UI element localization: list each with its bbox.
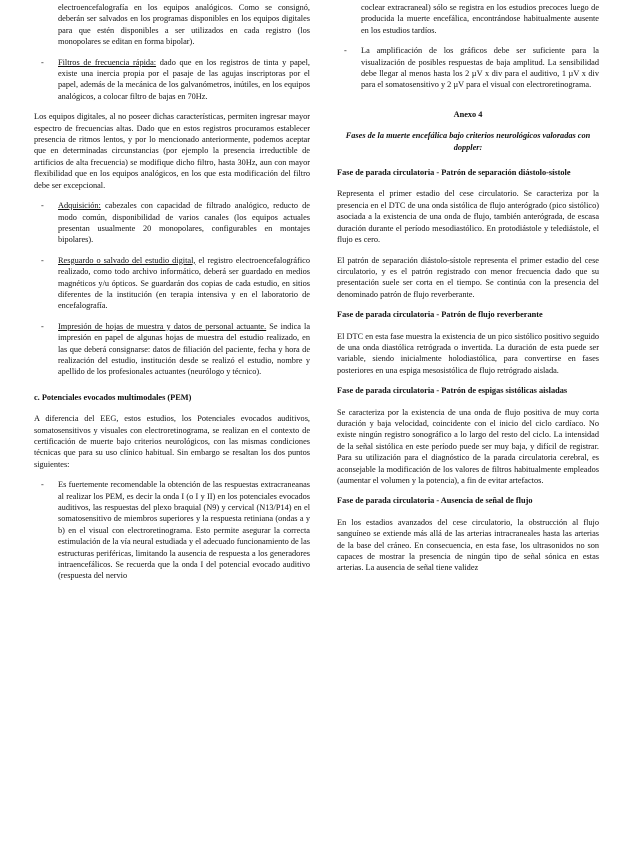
section-c-title: c. Potenciales evocados multimodales (PEM) xyxy=(34,392,192,402)
bullet-dash: - xyxy=(41,255,44,265)
bullet-adquisicion-heading: Adquisición: xyxy=(58,201,101,211)
bullet-fuertemente xyxy=(34,479,310,582)
bullet-impresion-heading: Impresión de hojas de muestra y datos de personal actuante. xyxy=(58,321,267,331)
bullet-resguardo-heading: Resguardo o salvado del estudio digital, xyxy=(58,255,196,265)
phase1-paragraph-2: El patrón de separación diástolo-sístole representa el primer estadio del cese circulatorio, y es el patrón registrado con menor frecuencia dado que su presentación suele ser corta en el tiempo. Se continúa con la presencia del denominado patrón de flujo reverberante. xyxy=(337,255,599,299)
paragraph-pem: A diferencia del EEG, estos estudios, los Potenciales evocados auditivos, somatosensitivos y visuales con electroretinograma, se realizan en el contexto de certificación de muerte bajo criterios neurológicos, con las mismas condiciones técnicas que para su uso clínico habitual. Sin embargo se resaltan los dos puntos siguientes: xyxy=(34,414,310,469)
bullet-dash: - xyxy=(41,480,44,490)
paragraph-digitales: Los equipos digitales, al no poseer dichas características, permiten ingresar mayor espectro de frecuencias altas. Dado que en estos registros procuramos establecer presencia de ritmos lentos, y por lo mencionado anteriormente, podemos aceptar que en determinadas circunstancias (por ejemplo la presencia irreductible de artificios de alta frecuencia) se modifique dicho filtro, hasta 30Hz, aun con mayor flexibilidad que en los equipos analógicos, en los que esta modificación del filtro debe ser excepcional. xyxy=(34,112,310,190)
bullet-filtros xyxy=(34,57,310,103)
bullet-fuertemente-text: Es fuertemente recomendable la obtención de las respuestas extracraneanas al realizar los PEM, es decir la onda I (o I y II) en los potenciales evocados auditivos, las respuestas del plexo braquial (N9) y cervical (N13/P14) en el somatosensitivo de miembros superiores y la respuesta retiniana (ondas a y b) en el visual con electroretinograma. Esto permite asegurar la correcta estimulación de la vía neural estudiada y el adecuado funcionamiento de las estructuras periféricas, limitando la ausencia de respuesta a los generadores intraencefálicos. Se recuerda que la onda I del potencial evocado auditivo (respuesta del nervio xyxy=(58,480,310,581)
annex-subtitle: Fases de la muerte encefálica bajo criterios neurológicos valoradas con doppler: xyxy=(345,131,591,152)
phase3-title: Fase de parada circulatoria - Patrón de espigas sistólicas aisladas xyxy=(337,386,568,396)
annex-title: Anexo 4 xyxy=(453,109,483,119)
phase4-paragraph-1: En los estadios avanzados del cese circulatorio, la obstrucción al flujo sanguíneo se extiende más allá de las arterias intracraneales hasta las arterias de la base del cráneo. En consecuencia, en esta fase, los ultrasonidos no son capaces de mostrar la presencia de ningún tipo de señal sónica en estas arterias. La ausencia de señal tiene validez xyxy=(337,517,599,573)
bullet-impresion-text: Se indica la impresión en papel de algunas hojas de muestra del estudio realizado, en las que deberá consignarse: datos de filiación del paciente, fecha y hora de realización del estudio, institución desde se realizó el estudio, nombre y apellido de los profesionales actuantes (neurólogo y técnico). xyxy=(58,321,311,377)
bullet-coclear-text: coclear extracraneal) sólo se registra en los estudios precoces luego de producida la muerte encefálica, encontrándose habitualmente ausente en los estudios tardíos. xyxy=(361,3,599,35)
phase1-paragraph-1: Representa el primer estadio del cese circulatorio. Se caracteriza por la presencia en el DTC de una onda sistólica de flujo anterógrado (pico sistólico) asociada a la existencia de una onda de flujo, también anterógrada, de escasa duración durante el período mesodiastólico. En protodiástole y telediástole, el flujo es cero. xyxy=(337,189,599,245)
bullet-dash: - xyxy=(344,46,347,56)
bullet-adquisicion-text: cabezales con capacidad de filtrado analógico, reducto de modo común, disponibilidad de varios canales (los equipos actuales presentan usualmente 20 monopolares, configurables en montajes bipolares). xyxy=(58,201,310,245)
bullet-amplificacion xyxy=(337,45,599,91)
bullet-amplificacion-text: La amplificación de los gráficos debe ser suficiente para la visualización de posibles respuestas de baja amplitud. La sensibilidad debe llegar al menos hasta los 2 µV x div para el auditivo, 1 µV x div para el somatosensitivo y 2 µV para el visual con electroretinograma. xyxy=(361,46,599,90)
bullet-dash: - xyxy=(41,57,44,67)
phase2-paragraph-1: El DTC en esta fase muestra la existencia de un pico sistólico positivo seguido de una onda diastólica retrógrada o invertida. La duración de esta puede ser variable, siendo inicialmente holodiastólica, para convertirse en fases posteriores en una espiga mesosistólica de flujo retrógrado aislada. xyxy=(337,331,599,375)
bullet-filtros-text: dado que en los registros de tinta y papel, existe una inercia propia por el pasaje de las agujas inscriptoras por el papel, además de la mecánica de los galvanómetros, inútiles, en los equipos analógicos, a colocar filtro de bajas en 70Hz. xyxy=(58,57,310,101)
phase4-title: Fase de parada circulatoria - Ausencia de señal de flujo xyxy=(337,496,533,506)
bullet-resguardo xyxy=(34,255,310,312)
bullet-resguardo-text: el registro electroencefalográfico realizado, como todo archivo informático, deberá ser guardado en medios magnéticos y/u ópticos. Se guardarán dos copias de cada estudio, en sitios diferentes de la institución (en terapia intensiva y en el laboratorio de encefalografía. xyxy=(58,255,310,311)
left-column xyxy=(34,2,310,591)
bullet-dash: - xyxy=(41,321,44,331)
bullet-continuation-coclear xyxy=(337,2,599,36)
bullet-adquisicion xyxy=(34,200,310,246)
bullet-continuation-text: electroencefalografía en los equipos analógicos. Como se consignó, deberán ser salvados en los programas disponibles en los equipos digitales para que estén disponibles a ser utilizados en cada registro (los monopolares se editan en forma bipolar). xyxy=(58,3,310,47)
bullet-continuation xyxy=(34,2,310,48)
bullet-dash: - xyxy=(41,201,44,211)
bullet-filtros-heading: Filtros de frecuencia rápida: xyxy=(58,57,157,67)
phase1-title: Fase de parada circulatoria - Patrón de separación diástolo-sístole xyxy=(337,168,571,178)
phase2-title: Fase de parada circulatoria - Patrón de flujo reverberante xyxy=(337,310,543,320)
bullet-impresion xyxy=(34,321,310,378)
phase3-paragraph-1: Se caracteriza por la existencia de una onda de flujo positiva de muy corta duración y baja velocidad, coincidente con el inicio del ciclo cardíaco. No existe ningún registro sonográfico a lo largo del resto del ciclo. La intensidad de la señal sistólica en este período puede ser muy baja, y difícil de registrar. Para su utilización para el diagnóstico de la parada circulatoria cerebral, es aconsejable la modificación de los valores de filtros habitualmente empleados (aumentar el volumen y la potencia), a fin de evitar artefactos. xyxy=(337,407,599,485)
right-column xyxy=(337,2,599,583)
